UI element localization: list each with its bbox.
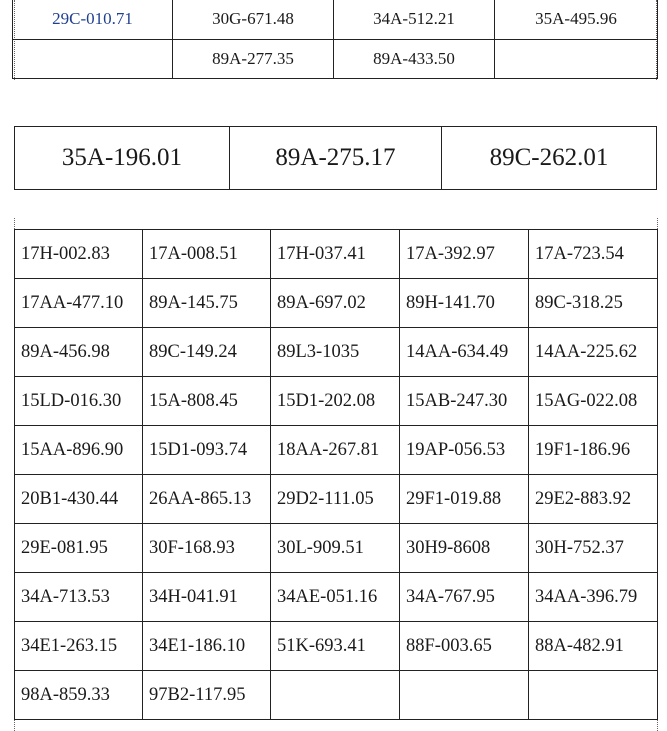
table-cell: 89A-275.17 — [230, 127, 442, 190]
table-cell: 30H9-8608 — [400, 524, 529, 573]
table-cell: 30G-671.48 — [173, 0, 334, 40]
table-row — [15, 622, 658, 671]
table-cell — [13, 40, 173, 79]
table-cell: 19F1-186.96 — [529, 426, 658, 475]
table-cell: 34E1-263.15 — [15, 622, 143, 671]
table-cell — [400, 671, 529, 720]
table-cell: 19AP-056.53 — [400, 426, 529, 475]
table-cell: 14AA-225.62 — [529, 328, 658, 377]
table-cell: 89A-697.02 — [271, 279, 400, 328]
table-row — [15, 426, 658, 475]
table-cell: 98A-859.33 — [15, 671, 143, 720]
table-cell: 34E1-186.10 — [143, 622, 271, 671]
table-cell: 29E2-883.92 — [529, 475, 658, 524]
table-cell: 89C-262.01 — [442, 127, 657, 190]
table-cell: 14AA-634.49 — [400, 328, 529, 377]
table-cell: 89H-141.70 — [400, 279, 529, 328]
table-cell: 17AA-477.10 — [15, 279, 143, 328]
table-cell: 88F-003.65 — [400, 622, 529, 671]
table-row — [15, 524, 658, 573]
table-row — [13, 0, 658, 40]
table-cell: 89A-433.50 — [334, 40, 495, 79]
table-cell: 29E-081.95 — [15, 524, 143, 573]
table-cell: 17A-392.97 — [400, 230, 529, 279]
table-cell: 17H-037.41 — [271, 230, 400, 279]
table-cell: 34AA-396.79 — [529, 573, 658, 622]
table-row — [15, 475, 658, 524]
table-cell: 20B1-430.44 — [15, 475, 143, 524]
plate-table-top — [12, 0, 658, 79]
table-cell: 89C-149.24 — [143, 328, 271, 377]
table-cell: 30F-168.93 — [143, 524, 271, 573]
table-cell: 35A-196.01 — [15, 127, 230, 190]
table-cell — [271, 671, 400, 720]
table-row — [15, 377, 658, 426]
table-row — [15, 279, 658, 328]
table-cell: 89A-277.35 — [173, 40, 334, 79]
table-row — [15, 328, 658, 377]
table-cell: 35A-495.96 — [495, 0, 658, 40]
table-cell — [495, 40, 658, 79]
table-cell: 34AE-051.16 — [271, 573, 400, 622]
table-cell: 34A-713.53 — [15, 573, 143, 622]
plate-table-highlight — [14, 126, 657, 190]
table-cell: 15AB-247.30 — [400, 377, 529, 426]
table-cell: 15LD-016.30 — [15, 377, 143, 426]
table-row — [15, 230, 658, 279]
table-cell: 34A-512.21 — [334, 0, 495, 40]
table-cell: 15D1-202.08 — [271, 377, 400, 426]
table-cell: 89L3-1035 — [271, 328, 400, 377]
table-cell: 15AA-896.90 — [15, 426, 143, 475]
table-row — [15, 573, 658, 622]
table-cell: 29C-010.71 — [13, 0, 173, 40]
table-cell — [529, 671, 658, 720]
table-cell: 17A-008.51 — [143, 230, 271, 279]
table-cell: 29F1-019.88 — [400, 475, 529, 524]
table-cell: 88A-482.91 — [529, 622, 658, 671]
table-cell: 17H-002.83 — [15, 230, 143, 279]
table-cell: 89A-456.98 — [15, 328, 143, 377]
table-cell: 34A-767.95 — [400, 573, 529, 622]
table-row — [15, 127, 657, 190]
table-cell: 30H-752.37 — [529, 524, 658, 573]
table-cell: 15D1-093.74 — [143, 426, 271, 475]
table-cell: 51K-693.41 — [271, 622, 400, 671]
plate-table-main — [14, 229, 658, 720]
table-cell: 18AA-267.81 — [271, 426, 400, 475]
table-cell: 34H-041.91 — [143, 573, 271, 622]
table-cell: 30L-909.51 — [271, 524, 400, 573]
table-cell: 15AG-022.08 — [529, 377, 658, 426]
table-cell: 97B2-117.95 — [143, 671, 271, 720]
table-cell: 26AA-865.13 — [143, 475, 271, 524]
table-cell: 29D2-111.05 — [271, 475, 400, 524]
table-row — [15, 671, 658, 720]
table-cell: 89A-145.75 — [143, 279, 271, 328]
table-cell: 15A-808.45 — [143, 377, 271, 426]
table-cell: 17A-723.54 — [529, 230, 658, 279]
table-row — [13, 40, 658, 79]
table-cell: 89C-318.25 — [529, 279, 658, 328]
